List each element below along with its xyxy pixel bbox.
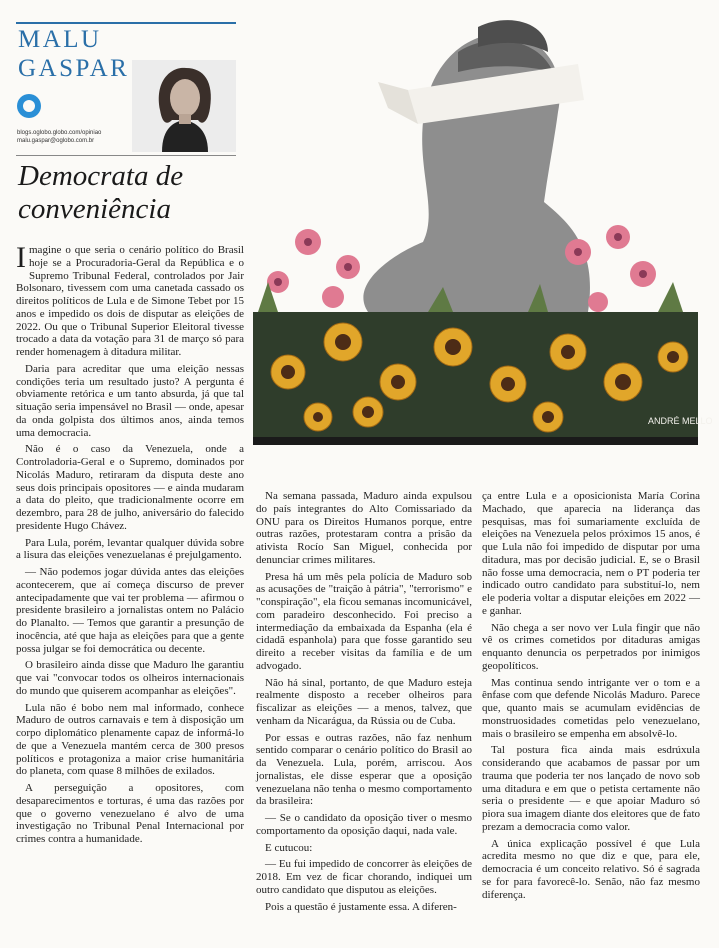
paragraph: O brasileiro ainda disse que Maduro lhe garantiu que vai "convocar todos os olheiros internacionais do mundo que quiserem acompanhar as eleições". [16, 659, 244, 697]
paragraph: Tal postura fica ainda mais esdrúxula considerando que acabamos de passar por um trauma que poderia ter nos lançado de novo sob uma ditadura e em que o petista certamente não seria o presidente — e que apoiar Maduro só piora sua imagem diante dos eleitores que de fato prezam a democracia como valor. [482, 744, 700, 833]
drop-cap: I [16, 241, 26, 274]
author-first-name: MALU [18, 26, 102, 53]
paragraph: E cutucou: [265, 841, 313, 854]
paragraph: Não é o caso da Venezuela, onde a Controladoria-Geral e o Supremo, dominados por Nicolás Maduro, retiraram da disputa deste ano seus dois principais opositores — e ainda mudaram a data do pleito, que tradicionalmente ocorre em dezembro, para 28 de julho, aniversário do falecido presidente Hugo Chávez. [16, 443, 244, 532]
header-rule [16, 22, 236, 24]
paragraph: A perseguição a opositores, com desaparecimentos e torturas, é uma das razões por que o governo venezuelano é alvo de uma investigação no Tribunal Penal Internacional por crimes contra a humanidade. [16, 782, 244, 845]
section-rule [16, 155, 236, 156]
author-portrait [132, 60, 236, 152]
paragraph: A única explicação possível é que Lula acredita mesmo no que diz e que, para ele, democracia é um conceito relativo. Só é sagrada se for para favorecê-lo. Senão, não faz mesmo diferença. [482, 837, 700, 901]
email-link[interactable]: malu.gaspar@oglobo.com.br [17, 138, 95, 144]
author-last-name: GASPAR [18, 55, 130, 82]
paragraph: Não chega a ser novo ver Lula fingir que não vê os crimes cometidos por ditaduras amigas enquanto denuncia os perpetrados por inimigos geopolíticos. [482, 621, 700, 672]
paragraph: Por essas e outras razões, não faz nenhum sentido comparar o cenário político do Brasil ao da Venezuela. Lula, porém, arriscou. Aos jornalistas, ele disse esperar que a oposição venezuelana não tenha o mesmo comportamento da brasileira: [256, 731, 472, 808]
headline: Democrata de conveniência [18, 160, 184, 225]
author-contact [17, 129, 101, 145]
paragraph: ça entre Lula e a oposicionista María Corina Machado, que aparecia na liderança das pesquisas, mas foi sumariamente excluída de eleições na Venezuela pelos próximos 15 anos, é que Lula não foi impedido de disputar por uma ditadura, mas por decisão judicial. E, se o Brasil não fosse uma democracia, nem o PT poderia ter indicado outro candidato para substituí-lo, nem ele poderia voltar a disputar eleições em 2022 — e ganhar. [482, 490, 700, 617]
illustration-signature: ANDRÉ MELLO [648, 416, 713, 426]
paragraph: Não há sinal, portanto, de que Maduro esteja realmente disposto a receber olheiros para fiscalizar as eleições — a menos, talvez, que venham da Nicarágua, da Rússia ou de Cuba. [256, 676, 472, 727]
paragraph: — Se o candidato da oposição tiver o mesmo comportamento da oposição daqui, nada vale. [256, 812, 472, 837]
article-column-3 [482, 490, 700, 905]
paragraph: Na semana passada, Maduro ainda expulsou do país integrantes do Alto Comissariado da ONU para os Direitos Humanos porque, entre outras razões, protestaram contra a prisão da ativista Rocío San Miguel, conhecida por denunciar crimes militares. [256, 490, 472, 566]
article-column-1 [16, 241, 244, 850]
paragraph-text: magine o que seria o cenário político do Brasil hoje se a Procuradoria-Geral da República e o Supremo Tribunal Federal, controlados por Jair Bolsonaro, tivessem com uma canetada cassado os direitos políticos de Lula e de Simone Tebet por 15 anos e impedido os dois de disputar as eleições de 2022. Ou que o Tribunal Superior Eleitoral tivesse trocado a data da votação para 31 de março só para render homenagem à ditadura militar. [16, 244, 244, 358]
paragraph: — Eu fui impedido de concorrer às eleições de 2018. Em vez de ficar chorando, indiquei um outro candidato que disputou as eleições. [256, 858, 472, 896]
paragraph: Daria para acreditar que uma eleição nessas condições teria um resultado justo? A pergunta é obviamente retórica e um tanto absurda, já que tal situação seria impensável no Brasil — onde, apesar da onda golpista dos últimos anos, ainda temos uma democracia. [16, 362, 244, 439]
paragraph [16, 241, 244, 359]
blog-logo-icon [17, 94, 41, 118]
article-column-2 [256, 490, 472, 917]
paragraph: Pois a questão é justamente essa. A diferen- [265, 900, 457, 913]
blog-link[interactable]: blogs.oglobo.globo.com/opiniao [17, 130, 102, 136]
paragraph: Para Lula, porém, levantar qualquer dúvida sobre a lisura das eleições venezuelanas é prejulgamento. [16, 536, 244, 562]
paragraph: Mas continua sendo intrigante ver o tom e a ênfase com que defende Nicolás Maduro. Parece que, quanto mais se acumulam evidências de monstruosidades cometidas pelo venezuelano, mais o brasileiro se empenha em absolvê-lo. [482, 676, 700, 740]
paragraph: — Não podemos jogar dúvida antes das eleições acontecerem, que aí começa discurso de prever antecipadamente que vai ter problema — afirmou o presidente brasileiro a jornalistas ontem no Palácio do Planalto. — Temos que garantir a presunção de inocência, até que haja as eleições para que a gente possa julgar se foi democrática ou decente. [16, 566, 244, 655]
illustration-blindfolded-woman-sunflowers [248, 12, 713, 484]
paragraph: Lula não é bobo nem mal informado, conhece Maduro de outros carnavais e tem à disposição um corpo diplomático plenamente capaz de informá-lo de que a Venezuela mantém cerca de 300 presos políticos e protagoniza a maior crise humanitária do planeta, com quase 8 milhões de exilados. [16, 701, 244, 778]
paragraph: Presa há um mês pela polícia de Maduro sob as acusações de "traição à pátria", "terrorismo" e "conspiração", ela ficou semanas incomunicável, com paradeiro desconhecido. Foi preciso a intermediação da embaixada da Espanha (ela é cidadã espanhola) para que fosse garantido seu direito a receber visitas da família e de um advogado. [256, 570, 472, 672]
